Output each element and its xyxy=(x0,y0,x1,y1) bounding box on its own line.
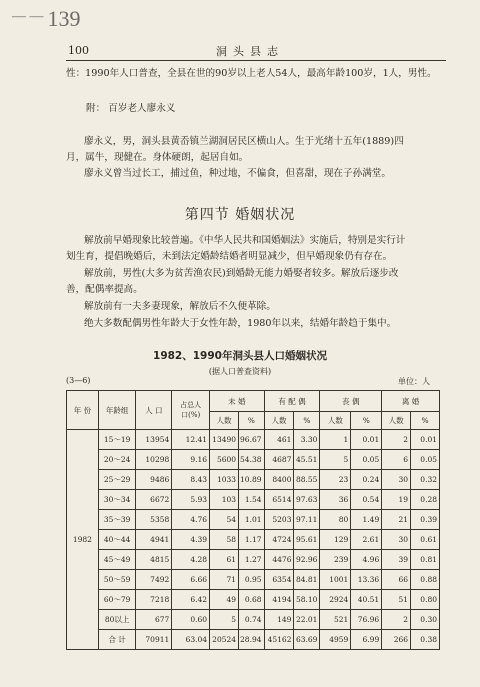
data-cell: 61 xyxy=(210,550,239,570)
data-cell: 4941 xyxy=(136,530,172,550)
data-cell: 0.01 xyxy=(351,430,382,450)
table-row xyxy=(67,510,440,530)
data-cell: 9486 xyxy=(136,470,172,490)
data-cell: 39 xyxy=(382,550,411,570)
appendix-title: 附： 百岁老人廖永义 xyxy=(86,103,176,114)
data-cell: 5358 xyxy=(136,510,172,530)
data-cell: 0.61 xyxy=(411,530,440,550)
table-unit: 单位：人 xyxy=(398,377,430,386)
data-cell: 4815 xyxy=(136,550,172,570)
data-cell: 1.49 xyxy=(351,510,382,530)
data-cell: 5 xyxy=(210,610,239,630)
data-cell: 1.54 xyxy=(239,490,264,510)
paragraph-line-3: 解放前，男性(大多为贫苦渔农民)到婚龄无能力婚娶者较多。解放后逐步改 xyxy=(84,268,399,279)
header-percent: % xyxy=(351,412,382,430)
table-code: (3—6) xyxy=(66,376,91,385)
handwritten-number: 139 xyxy=(47,6,81,31)
age-group-cell: 15～19 xyxy=(98,430,136,450)
table-title: 1982、1990年洞头县人口婚姻状况 xyxy=(153,350,327,362)
paragraph-line-6: 绝大多数配偶男性年龄大于女性年龄，1980年以来，结婚年龄趋于集中。 xyxy=(84,318,397,329)
table-row xyxy=(67,590,440,610)
data-cell: 92.96 xyxy=(294,550,320,570)
data-cell: 521 xyxy=(320,610,351,630)
page-number: 100 xyxy=(68,44,89,57)
data-cell: 1 xyxy=(320,430,351,450)
data-cell: 1033 xyxy=(210,470,239,490)
data-cell: 129 xyxy=(320,530,351,550)
data-cell: 7218 xyxy=(136,590,172,610)
data-cell: 4687 xyxy=(264,450,294,470)
data-cell: 3.30 xyxy=(294,430,320,450)
data-cell: 0.01 xyxy=(411,430,440,450)
header-share-bottom: 口(%) xyxy=(181,411,201,419)
data-cell: 0.88 xyxy=(411,570,440,590)
header-married: 有 配 偶 xyxy=(264,391,320,412)
table-row xyxy=(67,490,440,510)
data-cell: 12.41 xyxy=(172,430,210,450)
data-cell: 8400 xyxy=(264,470,294,490)
data-cell: 6354 xyxy=(264,570,294,590)
data-cell: 9.16 xyxy=(172,450,210,470)
header-share xyxy=(172,391,210,430)
header-rule xyxy=(66,60,446,61)
data-cell: 10.89 xyxy=(239,470,264,490)
age-group-cell: 20～24 xyxy=(98,450,136,470)
age-group-cell: 45～49 xyxy=(98,550,136,570)
header-percent: % xyxy=(411,412,440,430)
data-cell: 4.39 xyxy=(172,530,210,550)
data-cell: 5203 xyxy=(264,510,294,530)
data-cell: 97.63 xyxy=(294,490,320,510)
data-cell: 6.66 xyxy=(172,570,210,590)
data-cell: 54 xyxy=(210,510,239,530)
data-cell: 63.04 xyxy=(172,630,210,650)
data-cell: 1.27 xyxy=(239,550,264,570)
header-percent: % xyxy=(239,412,264,430)
header-share-top: 占总人 xyxy=(180,401,202,409)
data-cell: 4.76 xyxy=(172,510,210,530)
data-cell: 4476 xyxy=(264,550,294,570)
data-cell: 0.05 xyxy=(351,450,382,470)
data-cell: 0.80 xyxy=(411,590,440,610)
handwritten-page-note: — — 139 xyxy=(12,6,81,31)
header-divorced: 离 婚 xyxy=(382,391,440,412)
data-cell: 13.36 xyxy=(351,570,382,590)
data-cell: 95.61 xyxy=(294,530,320,550)
data-cell: 0.30 xyxy=(411,610,440,630)
data-cell: 70911 xyxy=(136,630,172,650)
data-cell: 58.10 xyxy=(294,590,320,610)
age-group-cell: 80以上 xyxy=(98,610,136,630)
table-row xyxy=(67,470,440,490)
data-cell: 4959 xyxy=(320,630,351,650)
data-cell: 103 xyxy=(210,490,239,510)
data-cell: 1001 xyxy=(320,570,351,590)
data-cell: 58 xyxy=(210,530,239,550)
data-cell: 36 xyxy=(320,490,351,510)
paragraph-line-5: 解放前有一夫多妻现象，解放后不久便革除。 xyxy=(84,301,276,312)
data-cell: 0.38 xyxy=(411,630,440,650)
table-row xyxy=(67,450,440,470)
data-cell: 10298 xyxy=(136,450,172,470)
data-cell: 0.05 xyxy=(411,450,440,470)
data-cell: 2 xyxy=(382,610,411,630)
data-cell: 22.01 xyxy=(294,610,320,630)
header-count: 人数 xyxy=(320,412,351,430)
data-cell: 40.51 xyxy=(351,590,382,610)
data-cell: 677 xyxy=(136,610,172,630)
data-cell: 28.94 xyxy=(239,630,264,650)
data-cell: 0.24 xyxy=(351,470,382,490)
data-cell: 80 xyxy=(320,510,351,530)
data-cell: 7492 xyxy=(136,570,172,590)
data-cell: 76.96 xyxy=(351,610,382,630)
data-cell: 1.17 xyxy=(239,530,264,550)
data-cell: 71 xyxy=(210,570,239,590)
data-cell: 0.95 xyxy=(239,570,264,590)
data-cell: 96.67 xyxy=(239,430,264,450)
year-cell: 1982 xyxy=(67,430,99,650)
data-cell: 0.81 xyxy=(411,550,440,570)
data-cell: 97.11 xyxy=(294,510,320,530)
data-cell: 88.55 xyxy=(294,470,320,490)
data-cell: 0.39 xyxy=(411,510,440,530)
bio-line-2: 月，属牛，现健在。身体硬朗，起居自如。 xyxy=(66,152,249,163)
header-population: 人 口 xyxy=(136,391,172,430)
header-age-group: 年龄组 xyxy=(98,391,136,430)
data-cell: 54.38 xyxy=(239,450,264,470)
data-cell: 51 xyxy=(382,590,411,610)
data-cell: 239 xyxy=(320,550,351,570)
age-group-cell: 40～44 xyxy=(98,530,136,550)
age-group-cell: 60～79 xyxy=(98,590,136,610)
data-cell: 8.43 xyxy=(172,470,210,490)
age-group-cell: 25～29 xyxy=(98,470,136,490)
data-cell: 0.32 xyxy=(411,470,440,490)
age-group-cell: 50～59 xyxy=(98,570,136,590)
table-row xyxy=(67,530,440,550)
table-header-row-1 xyxy=(67,391,440,412)
data-cell: 30 xyxy=(382,530,411,550)
data-cell: 6 xyxy=(382,450,411,470)
data-cell: 4194 xyxy=(264,590,294,610)
data-cell: 461 xyxy=(264,430,294,450)
data-cell: 4.28 xyxy=(172,550,210,570)
marriage-status-table xyxy=(66,390,440,650)
data-cell: 0.74 xyxy=(239,610,264,630)
paragraph-line-1: 解放前早婚现象比较普遍。《中华人民共和国婚姻法》实施后，特别是实行计 xyxy=(84,235,406,246)
paragraph-line-4: 善，配偶率提高。 xyxy=(66,284,143,295)
header-percent: % xyxy=(294,412,320,430)
data-cell: 63.69 xyxy=(294,630,320,650)
paragraph-line-2: 划生育，提倡晚婚后，未到法定婚龄结婚者明显减少，但早婚现象仍有存在。 xyxy=(66,251,393,262)
age-group-cell: 30～34 xyxy=(98,490,136,510)
data-cell: 21 xyxy=(382,510,411,530)
data-cell: 2924 xyxy=(320,590,351,610)
data-cell: 4724 xyxy=(264,530,294,550)
header-year: 年 份 xyxy=(67,391,99,430)
data-cell: 45.51 xyxy=(294,450,320,470)
data-cell: 84.81 xyxy=(294,570,320,590)
table-row xyxy=(67,630,440,650)
data-cell: 6.42 xyxy=(172,590,210,610)
running-title: 洞头县志 xyxy=(216,45,284,58)
data-cell: 0.60 xyxy=(172,610,210,630)
data-cell: 66 xyxy=(382,570,411,590)
data-cell: 2.61 xyxy=(351,530,382,550)
header-count: 人数 xyxy=(382,412,411,430)
data-cell: 5.93 xyxy=(172,490,210,510)
data-cell: 6514 xyxy=(264,490,294,510)
intro-line: 性：1990年人口普查，全县在世的90岁以上老人54人，最高年龄100岁，1人，男性。 xyxy=(66,68,437,79)
data-cell: 4.96 xyxy=(351,550,382,570)
table-row xyxy=(67,610,440,630)
bio-line-3: 廖永义曾当过长工，捕过鱼，种过地，不偏食，但喜甜，现在子孙满堂。 xyxy=(84,168,391,179)
data-cell: 6.99 xyxy=(351,630,382,650)
data-cell: 6672 xyxy=(136,490,172,510)
data-cell: 5 xyxy=(320,450,351,470)
table-body xyxy=(67,430,440,650)
data-cell: 30 xyxy=(382,470,411,490)
data-cell: 1.01 xyxy=(239,510,264,530)
bio-line-1: 廖永义，男，洞头县黄岙镇兰湖洞居民区横山人。生于光绪十五年(1889)四 xyxy=(84,136,404,147)
header-widowed: 丧 偶 xyxy=(320,391,382,412)
age-group-cell: 合 计 xyxy=(98,630,136,650)
header-count: 人数 xyxy=(264,412,294,430)
data-cell: 13954 xyxy=(136,430,172,450)
table-row xyxy=(67,570,440,590)
data-cell: 0.54 xyxy=(351,490,382,510)
table-subtitle: (据人口普查资料) xyxy=(208,367,272,376)
data-cell: 0.28 xyxy=(411,490,440,510)
header-unmarried: 未 婚 xyxy=(210,391,264,412)
data-cell: 13490 xyxy=(210,430,239,450)
data-cell: 149 xyxy=(264,610,294,630)
table-row xyxy=(67,430,440,450)
data-cell: 0.68 xyxy=(239,590,264,610)
header-count: 人数 xyxy=(210,412,239,430)
data-cell: 49 xyxy=(210,590,239,610)
data-cell: 23 xyxy=(320,470,351,490)
data-cell: 19 xyxy=(382,490,411,510)
data-cell: 20524 xyxy=(210,630,239,650)
table-row xyxy=(67,550,440,570)
section-title: 第四节 婚姻状况 xyxy=(184,207,296,223)
age-group-cell: 35～39 xyxy=(98,510,136,530)
data-cell: 266 xyxy=(382,630,411,650)
data-cell: 5600 xyxy=(210,450,239,470)
data-cell: 2 xyxy=(382,430,411,450)
data-cell: 45162 xyxy=(264,630,294,650)
